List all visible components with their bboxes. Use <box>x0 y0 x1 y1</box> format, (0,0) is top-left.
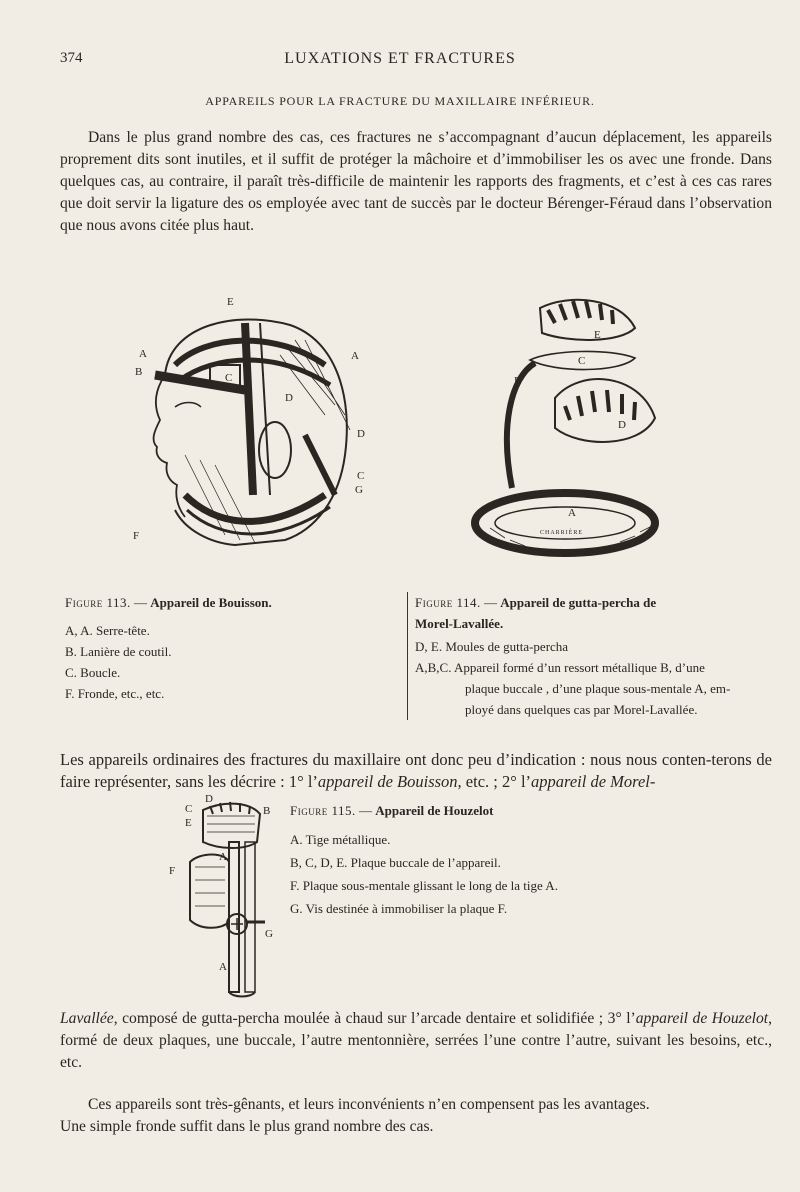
p2-text-a: Les appareils ordinaires des fractures du maxillaire ont donc peu d’indication : nous nous conten-terons de faire représenter, sans les décrire : 1° l’ <box>60 750 772 791</box>
fig115-caption-title: Appareil de Houzelot <box>375 803 494 818</box>
figure-113-legend <box>65 620 385 704</box>
p4-text-b: Une simple fronde suffit dans le plus grand nombre des cas. <box>60 1118 434 1135</box>
figure-114-legend <box>415 636 775 720</box>
fig113-legend-item: C. Boucle. <box>65 665 121 680</box>
fig114-legend-item: plaque buccale , d’une plaque sous-mentale A, em- <box>465 681 731 696</box>
fig113-label-e: E <box>227 296 234 308</box>
fig114-label-b: B <box>514 375 522 387</box>
figure-114-drawing <box>470 288 670 570</box>
p2-italic-bouisson: appareil de Bouisson <box>317 772 458 791</box>
fig114-label-c: C <box>578 355 586 367</box>
figure-115-legend <box>290 828 770 920</box>
figure-115-drawing <box>165 792 280 1000</box>
p3-text-b: , composé de gutta-percha moulée à chaud sur l’arcade dentaire et solidifiée ; 3° l’ <box>113 1010 636 1027</box>
figure-115-illustration <box>165 792 280 1000</box>
p3-italic-lavallee: Lavallée <box>60 1010 114 1027</box>
fig115-label-e: E <box>185 817 192 829</box>
fig114-legend-item: A,B,C. Appareil formé d’un ressort métallique B, d’une <box>415 660 705 675</box>
fig114-label-d: D <box>618 419 626 431</box>
fig113-caption-title: Appareil de Bouisson. <box>150 595 272 610</box>
fig114-caption-label: Figure 114. <box>415 595 481 610</box>
p3-italic-houzelot: appareil de Houzelot <box>635 1010 769 1027</box>
fig115-legend-item: A. Tige métallique. <box>290 832 391 847</box>
p4-text-a: Ces appareils sont très-gênants, et leurs inconvénients n’en compensent pas les avantages. <box>88 1096 650 1113</box>
fig115-label-d: D <box>205 793 213 805</box>
fig115-caption-dash: — <box>359 803 372 818</box>
fig115-label-a-bottom: A <box>219 961 227 973</box>
fig115-caption-label: Figure 115. <box>290 803 356 818</box>
paragraph-appareils <box>60 749 772 793</box>
fig113-legend-item: B. Lanière de coutil. <box>65 644 172 659</box>
fig113-label-f: F <box>133 530 140 542</box>
fig115-label-b: B <box>263 805 271 817</box>
fig115-legend-item: B, C, D, E. Plaque buccale de l’appareil. <box>290 855 501 870</box>
figure-114-caption <box>415 592 775 634</box>
fig114-caption-title-1: Appareil de gutta-percha de <box>500 595 657 610</box>
fig113-legend-item: A, A. Serre-tête. <box>65 623 150 638</box>
p3-text-d: , formé de deux plaques, une buccale, l’autre mentonnière, serrées l’une contre l’autre, suivant les besoins, etc., etc. <box>60 1010 772 1071</box>
fig113-caption-label: Figure 113. <box>65 595 131 610</box>
fig113-label-g: G <box>355 484 363 496</box>
fig113-legend-item: F. Fronde, etc., etc. <box>65 686 165 701</box>
fig115-label-g: G <box>265 928 273 940</box>
fig113-label-a-left: A <box>139 348 147 360</box>
fig113-label-a-right: A <box>351 350 359 362</box>
fig113-label-c: C <box>225 372 233 384</box>
caption-divider <box>407 592 408 720</box>
fig114-label-a: A <box>568 507 576 519</box>
paragraph-conclusion <box>60 1094 772 1138</box>
fig115-label-c: C <box>185 803 193 815</box>
fig114-legend-item: D, E. Moules de gutta-percha <box>415 639 569 654</box>
fig115-label-f: F <box>169 865 176 877</box>
paragraph-lavallee <box>60 1008 772 1074</box>
fig114-caption-dash: — <box>484 595 497 610</box>
page-number: 374 <box>60 50 83 66</box>
fig114-maker-mark: CHARRIÈRE <box>540 530 584 536</box>
figure-114-illustration <box>470 288 670 570</box>
fig114-legend-item: ployé dans quelques cas par Morel-Lavallée. <box>465 702 698 717</box>
running-head: LUXATIONS ET FRACTURES <box>284 50 516 67</box>
fig113-caption-dash: — <box>134 595 147 610</box>
p2-italic-morel: appareil de Morel- <box>531 772 656 791</box>
figure-113-drawing <box>125 295 375 570</box>
p2-text-c: , etc. ; 2° l’ <box>457 772 532 791</box>
fig115-legend-item: F. Plaque sous-mentale glissant le long de la tige A. <box>290 878 558 893</box>
fig113-label-d-inner: D <box>285 392 293 404</box>
figure-115-caption <box>290 800 770 821</box>
figure-113-illustration <box>125 295 375 570</box>
paragraph-intro-text: Dans le plus grand nombre des cas, ces fractures ne s’accompagnant d’aucun déplacement, les appareils proprement dits sont inutiles, et il suffit de protéger la mâchoire et d’immobiliser les os avec une fronde. Dans quelques cas, au contraire, il paraît très-difficile de maintenir les rapports des fragments, et c’est à ces cas rares que doit servir la ligature des os employée avec tant de succès par le docteur Bérenger-Féraud dans l’observation que nous avons citée plus haut. <box>60 129 772 234</box>
fig113-label-d: D <box>357 428 365 440</box>
paragraph-intro <box>60 127 772 237</box>
fig113-label-b: B <box>135 366 143 378</box>
fig115-label-a-top: A <box>219 851 227 863</box>
figure-113-caption <box>65 592 385 613</box>
fig114-caption-title-2: Morel-Lavallée. <box>415 616 504 631</box>
fig114-label-e: E <box>594 329 601 341</box>
fig115-legend-item: G. Vis destinée à immobiliser la plaque F. <box>290 901 508 916</box>
section-heading: APPAREILS POUR LA FRACTURE DU MAXILLAIRE INFÉRIEUR. <box>205 94 595 108</box>
fig113-label-c-right: C <box>357 470 365 482</box>
